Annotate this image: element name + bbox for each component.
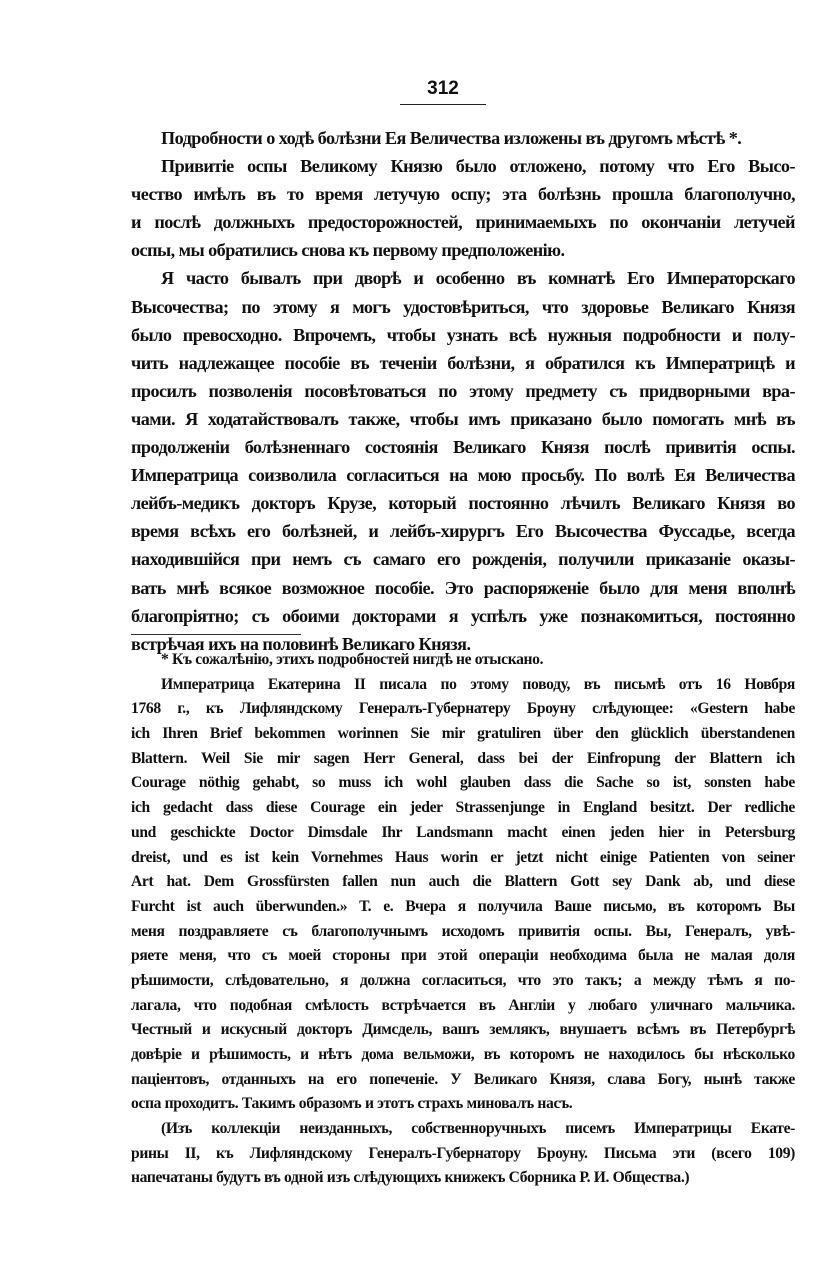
text-line: Привитіе оспы Великому Князю было отложено, потому что Его Высо- <box>161 156 795 177</box>
footnote-line: напечатаны будутъ въ одной изъ слѣдующихъ книжекъ Сборника Р. И. Общества.) <box>131 1169 690 1187</box>
text-line: Императрица соизволила согласиться на мою просьбу. По волѣ Ея Величества <box>131 465 795 486</box>
footnote-line: dreist, und es ist kein Vornehmes Haus worin er jetzt nicht einige Patienten von seiner <box>131 848 795 866</box>
page-number: 312 <box>427 78 459 99</box>
footnote-line: und geschickte Doctor Dimsdale Ihr Landsmann macht einen jeden hier in Petersburg <box>131 823 795 841</box>
footnote-line: рины II, къ Лифляндскому Генералъ-Губернатору Броуну. Письма эти (всего 109) <box>131 1144 795 1162</box>
text-line: благопріятно; съ обоими докторами я успѣлъ уже познакомиться, постоянно <box>131 605 795 626</box>
footnote-line: ich gedacht dass diese Courage ein jeder Strassenjunge in England besitzt. Der redliche <box>131 799 795 817</box>
footnote-line: лагала, что подобная смѣлость встрѣчается въ Англіи у любаго уличнаго мальчика. <box>131 996 795 1014</box>
footnote-line: ich Ihren Brief bekommen worinnen Sie mir gratuliren über den glücklich überstandenen <box>131 725 795 743</box>
text-line: чество имѣлъ въ то время летучую оспу; эта болѣзнь прошла благополучно, <box>131 184 795 205</box>
text-line: чить надлежащее пособіе въ теченіи болѣзни, я обратился къ Императрицѣ и <box>131 352 795 373</box>
text-line: чами. Я ходатайствовалъ также, чтобы имъ приказано было помогать мнѣ въ <box>131 408 795 429</box>
text-line: Я часто бывалъ при дворѣ и особенно въ комнатѣ Его Императорскаго <box>161 268 795 289</box>
text-line: Подробности о ходѣ болѣзни Ея Величества изложены въ другомъ мѣстѣ *. <box>161 128 742 148</box>
footnote-line: паціентовъ, отданныхъ на его попеченіе. У Великаго Князя, слава Богу, нынѣ также <box>131 1070 795 1088</box>
footnote-line: оспа проходитъ. Такимъ образомъ и этотъ страхъ миновалъ насъ. <box>131 1095 573 1113</box>
text-line: находившійся при немъ съ самаго его рожденія, получили приказаніе оказы- <box>131 549 795 570</box>
footnote-line: 1768 г., къ Лифляндскому Генералъ-Губернатеру Броуну слѣдующее: «Gestern habe <box>131 700 795 718</box>
footnote-line: Courage nöthig gehabt, so muss ich wohl glauben dass die Sache so ist, sonsten habe <box>131 774 795 792</box>
text-line: просилъ позволенія посовѣтоваться по этому предмету съ придворными вра- <box>131 380 795 401</box>
footnote-rule <box>131 634 301 635</box>
text-line: Высочества; по этому я могъ удостовѣриться, что здоровье Великаго Князя <box>131 296 795 317</box>
footnote-line: Честный и искусный докторъ Димсдель, вашъ землякъ, внушаетъ всѣмъ въ Петербургѣ <box>131 1021 795 1039</box>
footnote-line: Furcht ist auch überwunden.» Т. е. Вчера я получила Ваше письмо, въ которомъ Вы <box>131 897 795 915</box>
text-line: время всѣхъ его болѣзней, и лейбъ-хирургъ Его Высочества Фуссадье, всегда <box>131 521 795 542</box>
footnote-line: Blattern. Weil Sie mir sagen Herr General, dass bei der Einfropung der Blattern ich <box>131 749 795 767</box>
footnote-line: Императрица Екатерина II писала по этому поводу, въ письмѣ отъ 16 Новбря <box>161 675 795 693</box>
text-line: и послѣ должныхъ предосторожностей, принимаемыхъ по окончаніи летучей <box>131 212 795 233</box>
text-line: встрѣчая ихъ на половинѣ Великаго Князя. <box>131 633 471 654</box>
footnote-line: * Къ сожалѣнію, этихъ подробностей нигдѣ не отыскано. <box>161 651 544 668</box>
text-line: лейбъ-медикъ докторъ Крузе, который постоянно лѣчилъ Великаго Князя во <box>131 493 795 514</box>
footnote-line: рѣшимости, слѣдовательно, я должна согласиться, что это такъ; а между тѣмъ я по- <box>131 971 795 989</box>
footnote-line: (Изъ коллекціи неизданныхъ, собственноручныхъ писемъ Императрицы Екате- <box>161 1120 795 1138</box>
footnote <box>131 648 795 1191</box>
text-line: вать мнѣ всякое возможное пособіе. Это распоряженіе было для меня вполнѣ <box>131 577 795 598</box>
text-line: продолженіи болѣзненнаго состоянія Великаго Князя послѣ привитія оспы. <box>131 437 795 458</box>
footnote-line: меня поздравляете съ благополучнымъ исходомъ привитія оспы. Вы, Генералъ, увѣ- <box>131 922 795 940</box>
footnote-line: Art hat. Dem Grossfürsten fallen nun auch die Blattern Gott sey Dank ab, und diese <box>131 873 795 891</box>
text-line: было превосходно. Впрочемъ, чтобы узнать всѣ нужныя подробности и полу- <box>131 324 795 345</box>
footnote-line: ряете меня, что съ моей стороны при этой операціи необходима была не малая доля <box>131 947 795 965</box>
page-number-rule <box>400 104 486 105</box>
footnote-line: довѣріе и рѣшимость, и нѣтъ дома вельможи, въ которомъ не находилось бы нѣсколько <box>131 1046 795 1063</box>
text-line: оспы, мы обратились снова къ первому предположенію. <box>131 240 565 261</box>
main-text <box>131 124 795 658</box>
